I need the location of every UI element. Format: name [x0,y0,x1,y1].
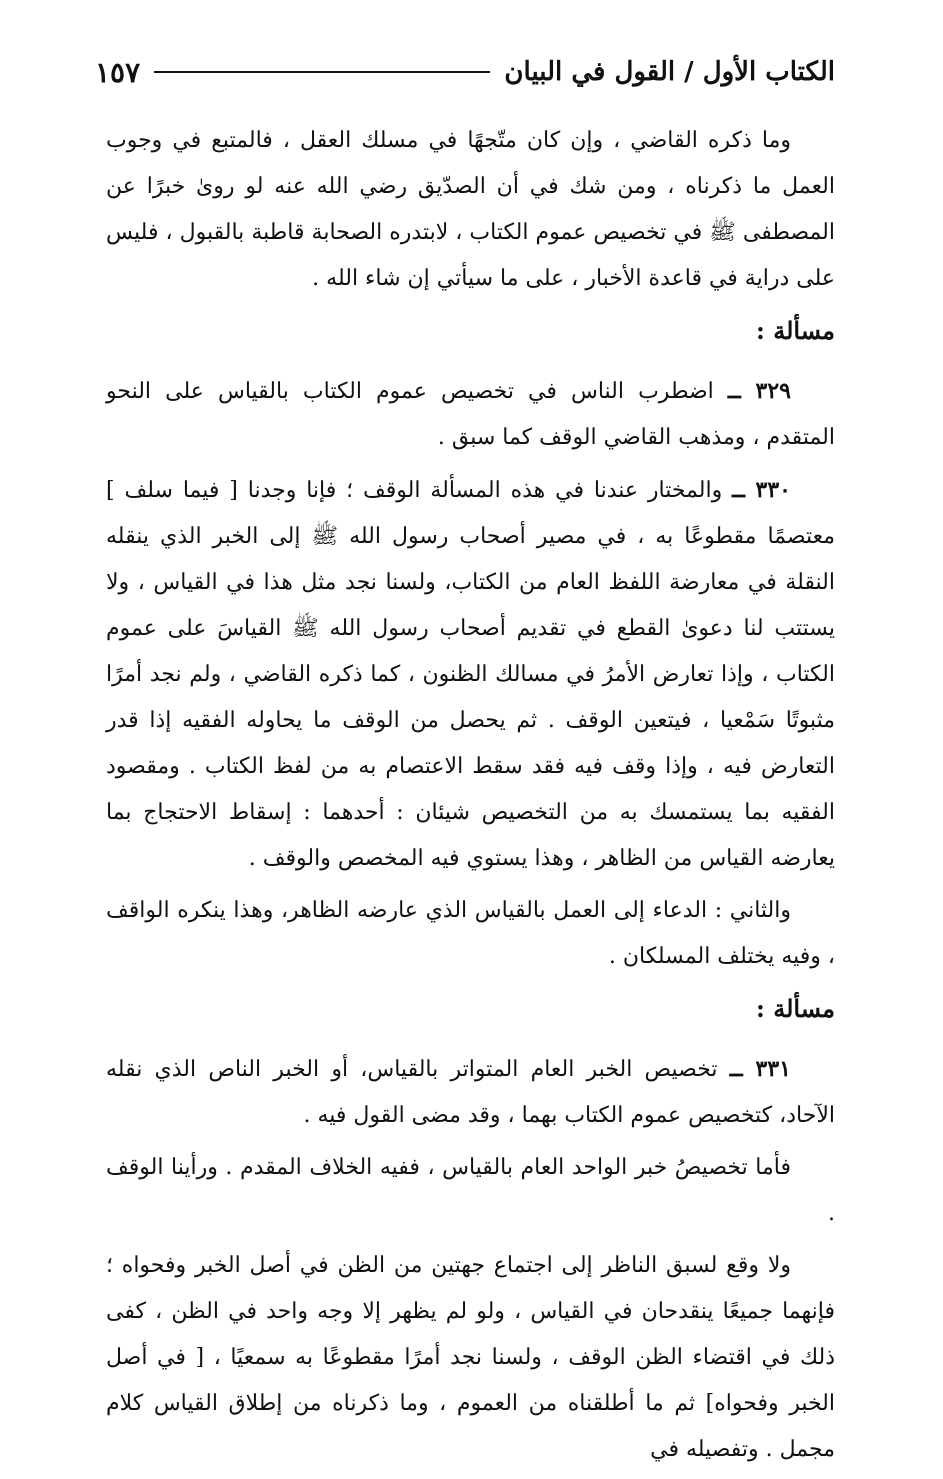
running-header [95,52,835,92]
header-rule [154,71,490,73]
paragraph-second-point: والثاني : الدعاء إلى العمل بالقياس الذي عارضه الظاهر، وهذا ينكره الواقف ، وفيه يختلف المسلكان . [106,898,835,969]
paragraph-329-text: اضطرب الناس في تخصيص عموم الكتاب بالقياس على النحو المتقدم ، ومذهب القاضي الوقف كما سبق . [106,379,835,450]
paragraph-331 [106,1046,835,1139]
page-number: ١٥٧ [95,55,141,89]
paragraph-330 [106,467,835,882]
paragraph-number-330: ٣٣٠ ــ [732,477,791,503]
paragraph-330-text: والمختار عندنا في هذه المسألة الوقف ؛ فإنا وجدنا [ فيما سلف ] معتصمًا مقطوعًا به ، في مصير أصحاب رسول الله ﷺ إلى الخبر الذي ينقله النقلة في معارضة اللفظ العام من الكتاب، ولسنا نجد مثل هذا في القياس ، ولا يستتب لنا دعوىٰ القطع في تقديم أصحاب رسول الله ﷺ القياسَ على عموم الكتاب ، وإذا تعارض الأمرُ في مسالك الظنون ، كما ذكره القاضي ، ولم نجد أمرًا مثبوتًا سَمْعيا ، فيتعين الوقف . ثم يحصل من الوقف ما يحاوله الفقيه إذا قدر التعارض فيه ، وإذا وقف فيه فقد سقط الاعتصام به من لفظ الكتاب . ومقصود الفقيه بما يستمسك به من التخصيص شيئان : أحدهما : إسقاط الاحتجاج بما يعارضه القياس من الظاهر ، وهذا يستوي فيه المخصص والوقف . [106,478,835,871]
paragraph-331-text: تخصيص الخبر العام المتواتر بالقياس، أو الخبر الناص الذي نقله الآحاد، كتخصيص عموم الكتاب بهما ، وقد مضى القول فيه . [106,1057,835,1128]
paragraph-number-329: ٣٢٩ ــ [727,378,791,404]
paragraph-single-report: فأما تخصيصُ خبر الواحد العام بالقياس ، ففيه الخلاف المقدم . ورأينا الوقف . [106,1155,835,1226]
section-heading-1: مسألة : [756,316,835,345]
paragraph-329 [106,368,835,461]
paragraph-final: ولا وقع لسبق الناظر إلى اجتماع جهتين من الظن في أصل الخبر وفحواه ؛ فإنهما جميعًا ينقدحان في القياس ، ولو لم يظهر إلا وجه واحد في الظن ، كفى ذلك في اقتضاء الظن الوقف ، ولسنا نجد أمرًا مقطوعًا به سمعيًا ، [ في أصل الخبر وفحواه] ثم ما أطلقناه من العموم ، وما ذكرناه من إطلاق القياس كلام مجمل . وتفصيله في [106,1253,835,1462]
paragraph-1: وما ذكره القاضي ، وإن كان متّجهًا في مسلك العقل ، فالمتبع في وجوب العمل ما ذكرناه ، ومن شك في أن الصدّيق رضي الله عنه لو روىٰ خبرًا عن المصطفى ﷺ في تخصيص عموم الكتاب ، لابتدره الصحابة قاطبة بالقبول ، فليس على دراية في قاعدة الأخبار ، على ما سيأتي إن شاء الله . [106,128,835,291]
header-title: الكتاب الأول / القول في البيان [504,57,835,87]
paragraph-number-331: ٣٣١ ــ [729,1056,791,1082]
body-text [106,118,835,1479]
section-heading-2: مسألة : [756,994,835,1023]
